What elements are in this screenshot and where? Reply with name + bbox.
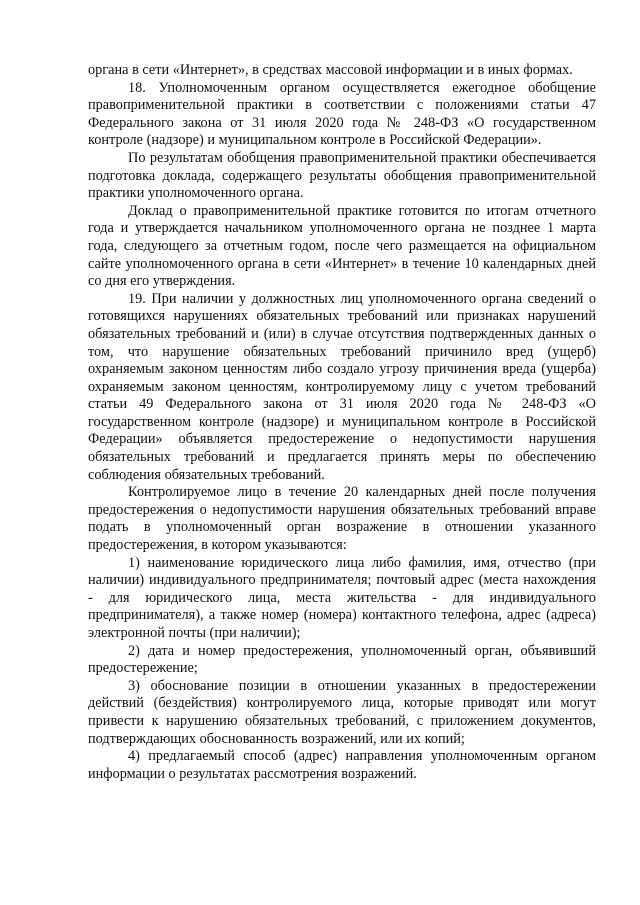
list-item-4: 4) предлагаемый способ (адрес) направления уполномоченным органом информации о результатах рассмотрения возражений. bbox=[88, 748, 596, 782]
list-item-3: 3) обоснование позиции в отношении указанных в предостережении действий (бездействия) контролируемого лица, которые приводят или могут привести к нарушению обязательных требований, с приложением документов, подтверждающих обоснованность возражений, или их копий; bbox=[88, 677, 596, 747]
list-item-1: 1) наименование юридического лица либо фамилия, имя, отчество (при наличии) индивидуального предпринимателя; почтовый адрес (места нахождения - для юридического лица, места жительства - для индивидуального предпринимателя), а также номер (номера) контактного телефона, адрес (адреса) электронной почты (при наличии); bbox=[88, 554, 596, 641]
paragraph-item-18: 18. Уполномоченным органом осуществляется ежегодное обобщение правоприменительной практики в соответствии с положениями статьи 47 Федерального закона от 31 июля 2020 года № 248-ФЗ «О государственном контроле (надзоре) и муниципальном контроле в Российской Федерации». bbox=[88, 79, 596, 149]
paragraph-generalization-report: По результатам обобщения правоприменительной практики обеспечивается подготовка доклада, содержащего результаты обобщения правоприменительной практики уполномоченного органа. bbox=[88, 149, 596, 202]
document-body bbox=[88, 62, 596, 783]
list-item-2: 2) дата и номер предостережения, уполномоченный орган, объявивший предостережение; bbox=[88, 642, 596, 677]
paragraph-continuation: органа в сети «Интернет», в средствах массовой информации и в иных формах. bbox=[88, 62, 573, 78]
paragraph-report-approval: Доклад о правоприменительной практике готовится по итогам отчетного года и утверждается начальником уполномоченного органа не позднее 1 марта года, следующего за отчетным годом, после чего размещается на официальном сайте уполномоченного органа в сети «Интернет» в течение 10 календарных дней со дня его утверждения. bbox=[88, 202, 596, 290]
paragraph-item-19: 19. При наличии у должностных лиц уполномоченного органа сведений о готовящихся нарушениях обязательных требований или признаках нарушений обязательных требований и (или) в случае отсутствия подтвержденных данных о том, что нарушение обязательных требований причинило вред (ущерб) охраняемым законом ценностям либо создало угрозу причинения вреда (ущерба) охраняемым законом ценностям, контролируемому лицу с учетом требований статьи 49 Федерального закона от 31 июля 2020 года № 248-ФЗ «О государственном контроле (надзоре) и муниципальном контроле в Российской Федерации» объявляется предостережение о недопустимости нарушения обязательных требований и предлагается принять меры по обеспечению соблюдения обязательных требований. bbox=[88, 290, 596, 483]
paragraph-objection-right: Контролируемое лицо в течение 20 календарных дней после получения предостережения о недопустимости нарушения обязательных требований вправе подать в уполномоченный орган возражение в отношении указанного предостережения, в котором указываются: bbox=[88, 484, 596, 554]
